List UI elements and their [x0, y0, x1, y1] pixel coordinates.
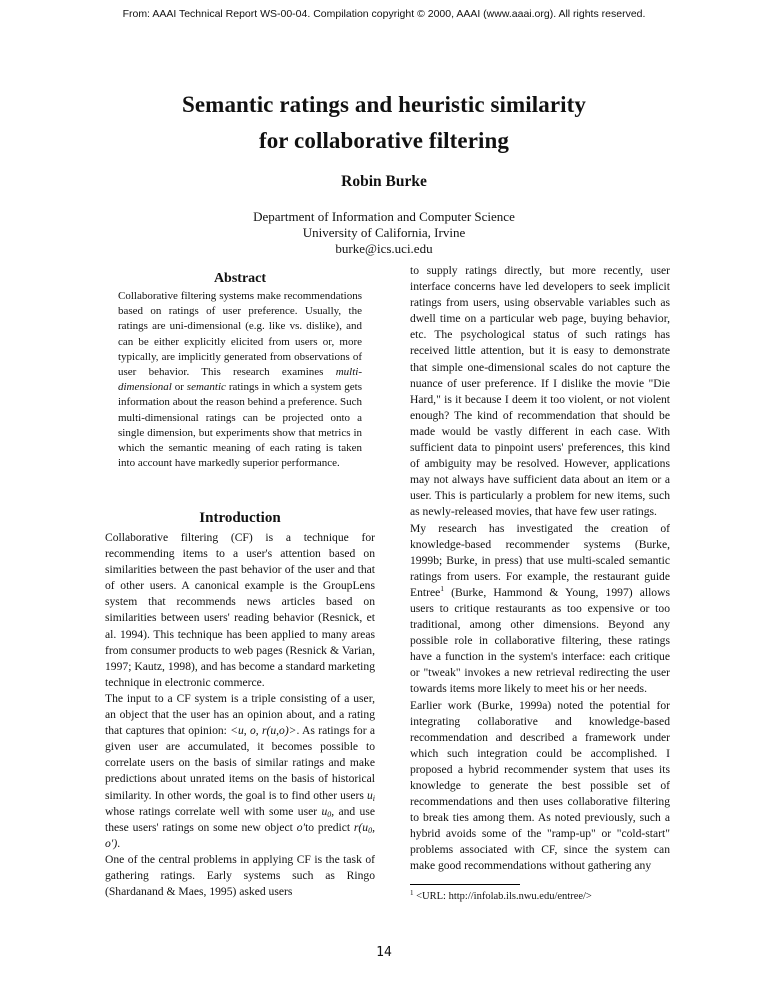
abstract-text-mid: or: [171, 381, 187, 394]
footnote-url: <URL: http://infolab.ils.nwu.edu/entree/>: [413, 891, 592, 902]
intro-p2-text-f: .: [117, 836, 121, 850]
var-r-sub: 0: [368, 825, 373, 835]
abstract-em-2: semantic: [186, 381, 226, 394]
intro-p2-text-b: . As ratings for a given user are accumulated, it becomes possible to correlate users on the basis of similar ratings and make predictions about unrated items on the basis of historical similarity. In other words, the goal is to find other users: [105, 724, 375, 802]
page-number: 14: [376, 945, 392, 960]
left-column-body: [105, 530, 375, 900]
rating-triple: <u, o, r(u,o)>: [230, 724, 297, 738]
intro-p2-text-a: The input to a CF system is a triple consisting of a user, an object that the user has an opinion about, and a rating that captures that opinion:: [105, 691, 375, 738]
affiliation-university: University of California, Irvine: [302, 225, 466, 240]
abstract-heading: Abstract: [213, 271, 267, 286]
var-r: r(u: [353, 820, 369, 834]
var-u-i-sub: i: [372, 793, 375, 803]
right-paragraph-2: [410, 521, 670, 698]
paper-title-line-2: for collaborative filtering: [258, 128, 510, 153]
intro-paragraph-3: One of the central problems in applying CF is the task of gathering ratings. Early systems such as Ringo (Shardanand & Maes, 1995) asked users: [105, 852, 375, 899]
footnote-rule: [410, 884, 520, 885]
abstract-body: [118, 289, 362, 471]
abstract-text-1: Collaborative filtering systems make recommendations based on ratings of user preference. Usually, the ratings are uni-dimensional (e.g. like vs. dislike), and can be either explicitly elicited from users or, more typically, are implicitly generated from observations of user behavior. This research examines: [118, 290, 362, 379]
author-name: Robin Burke: [341, 173, 427, 190]
footnote: [410, 891, 592, 902]
footnote-marker: 1: [440, 583, 445, 593]
intro-p2-text-c: whose ratings correlate well with some user: [105, 804, 322, 818]
intro-paragraph-1: Collaborative filtering (CF) is a technique for recommending items to a user's attention based on similarities between the past behavior of the user and that of other users. A canonical example is the GroupLens system that recommends news articles based on similarities between users' reading behavior (Resnick, et al. 1994). This technique has been applied to many areas from consumer products to web pages (Resnick & Varian, 1997; Kautz, 1998), and has become a standard marketing technique in electronic commerce.: [105, 531, 375, 689]
paper-title-line-1: Semantic ratings and heuristic similarity: [181, 92, 587, 117]
intro-p2-text-e: to predict: [305, 820, 354, 834]
abstract-em-1: multi-dimensional: [118, 366, 362, 394]
right-paragraph-3: Earlier work (Burke, 1999a) noted the potential for integrating collaborative and knowledge-based recommendation and described a framework under which such integration could be accomplished. I proposed a hybrid recommender system that uses its knowledge to generate the best possible set of recommendations and then uses collaborative filtering to break ties among them. As noted previously, such a hybrid avoids some of the "ramp-up" or "cold-start" problems associated with CF, since the system can make good recommendations without gathering any: [410, 698, 670, 873]
abstract-text-2: ratings in which a system gets information about the reason behind a preference. Such multi-dimensional ratings can be projected onto a single dimension, but experiments show that metrics in which the semantic meaning of each rating is taken into account have markedly superior performance.: [118, 381, 362, 470]
footnote-number: 1: [410, 889, 414, 897]
intro-p2-text-d: , and use these users' ratings on some new object: [105, 804, 375, 834]
right-p2-text-a: My research has investigated the creation of knowledge-based recommender systems (Burke, 1999b; Burke, in press) that use multi-scaled semantic ratings from users. For example, the restaurant guide Entree: [410, 521, 670, 599]
var-o-prime: o′: [296, 820, 306, 834]
var-r-end: , o′): [105, 820, 375, 850]
var-u-0: u: [321, 804, 328, 818]
affiliation-department: Department of Information and Computer Science: [253, 209, 515, 224]
introduction-heading: Introduction: [199, 510, 281, 526]
right-paragraph-1: to supply ratings directly, but more recently, user interface concerns have led developers to seek implicit ratings from users, using observable variables such as dwell time on a particular web page, buying behavior, etc. The psychological status of such ratings has received little attention, but it is easy to demonstrate that simple one-dimensional scales do not capture the nuance of user preference. If I dislike the movie "Die Hard," is it because I deem it too violent, or not violent enough? The kind of recommendation that should be made would be vastly different in each case. With sufficient data to pinpoint users' preferences, this kind of ambiguity may be resolved. However, applications may not always have sufficient data about an item or a user. This is particularly a problem for new items, such as newly-released movies, that have few user ratings.: [410, 264, 670, 519]
intro-paragraph-2: [105, 691, 375, 852]
var-u-i: u: [366, 788, 373, 802]
copyright-header: From: AAAI Technical Report WS-00-04. Compilation copyright © 2000, AAAI (www.aaai.org). All rights reserved.: [122, 8, 646, 20]
var-u-0-sub: 0: [327, 809, 332, 819]
right-column-body: [410, 263, 670, 875]
right-p2-text-b: (Burke, Hammond & Young, 1997) allows users to critique restaurants as too expensive or too traditional, among other dimensions. Beyond any possible role in collaborative filtering, these ratings have a function in the system's interface: each critique or "tweak" invokes a new retrieval redirecting the user towards items more likely to meet his or her needs.: [410, 585, 670, 696]
affiliation-email: burke@ics.uci.edu: [335, 241, 433, 256]
